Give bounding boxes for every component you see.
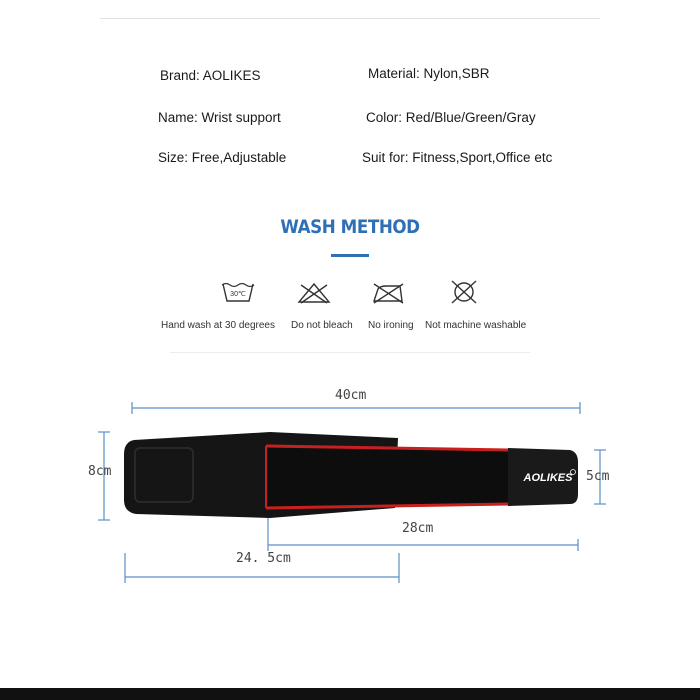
dim-label-strap-length: 28cm bbox=[402, 521, 434, 536]
elastic-strap bbox=[266, 446, 510, 508]
spec-color: Color: Red/Blue/Green/Gray bbox=[366, 110, 536, 125]
aolikes-logo: AOLIKES bbox=[523, 472, 573, 484]
no-ironing-icon bbox=[370, 281, 406, 305]
wash-divider bbox=[170, 352, 530, 353]
wash-label-hand-wash: Hand wash at 30 degrees bbox=[161, 320, 275, 331]
spec-material: Material: Nylon,SBR bbox=[368, 66, 490, 81]
top-divider bbox=[100, 18, 600, 19]
wash-method-title: WASH METHOD bbox=[280, 216, 420, 238]
dim-label-total: 40cm bbox=[335, 388, 367, 403]
wrist-support-product bbox=[124, 432, 578, 518]
spec-size: Size: Free,Adjustable bbox=[158, 150, 287, 165]
hand-wash-30-icon bbox=[220, 280, 256, 304]
spec-suit-for: Suit for: Fitness,Sport,Office etc bbox=[362, 150, 553, 165]
dimension-diagram bbox=[0, 380, 700, 590]
no-machine-wash-icon bbox=[449, 279, 479, 305]
dim-label-strap-width: 5cm bbox=[586, 469, 610, 484]
wash-label-no-bleach: Do not bleach bbox=[291, 320, 353, 331]
bottom-bar bbox=[0, 688, 700, 700]
wash-label-no-machine-wash: Not machine washable bbox=[425, 320, 527, 331]
dim-line-total bbox=[132, 402, 580, 414]
dim-label-body-length: 24. 5cm bbox=[236, 551, 291, 566]
dim-label-height: 8cm bbox=[88, 464, 112, 479]
spec-brand: Brand: AOLIKES bbox=[160, 68, 261, 83]
no-bleach-icon bbox=[297, 282, 331, 304]
title-underline bbox=[331, 254, 369, 257]
spec-name: Name: Wrist support bbox=[158, 110, 281, 125]
wash-temp-label: 30℃ bbox=[230, 291, 246, 298]
wash-label-no-ironing: No ironing bbox=[368, 320, 414, 331]
